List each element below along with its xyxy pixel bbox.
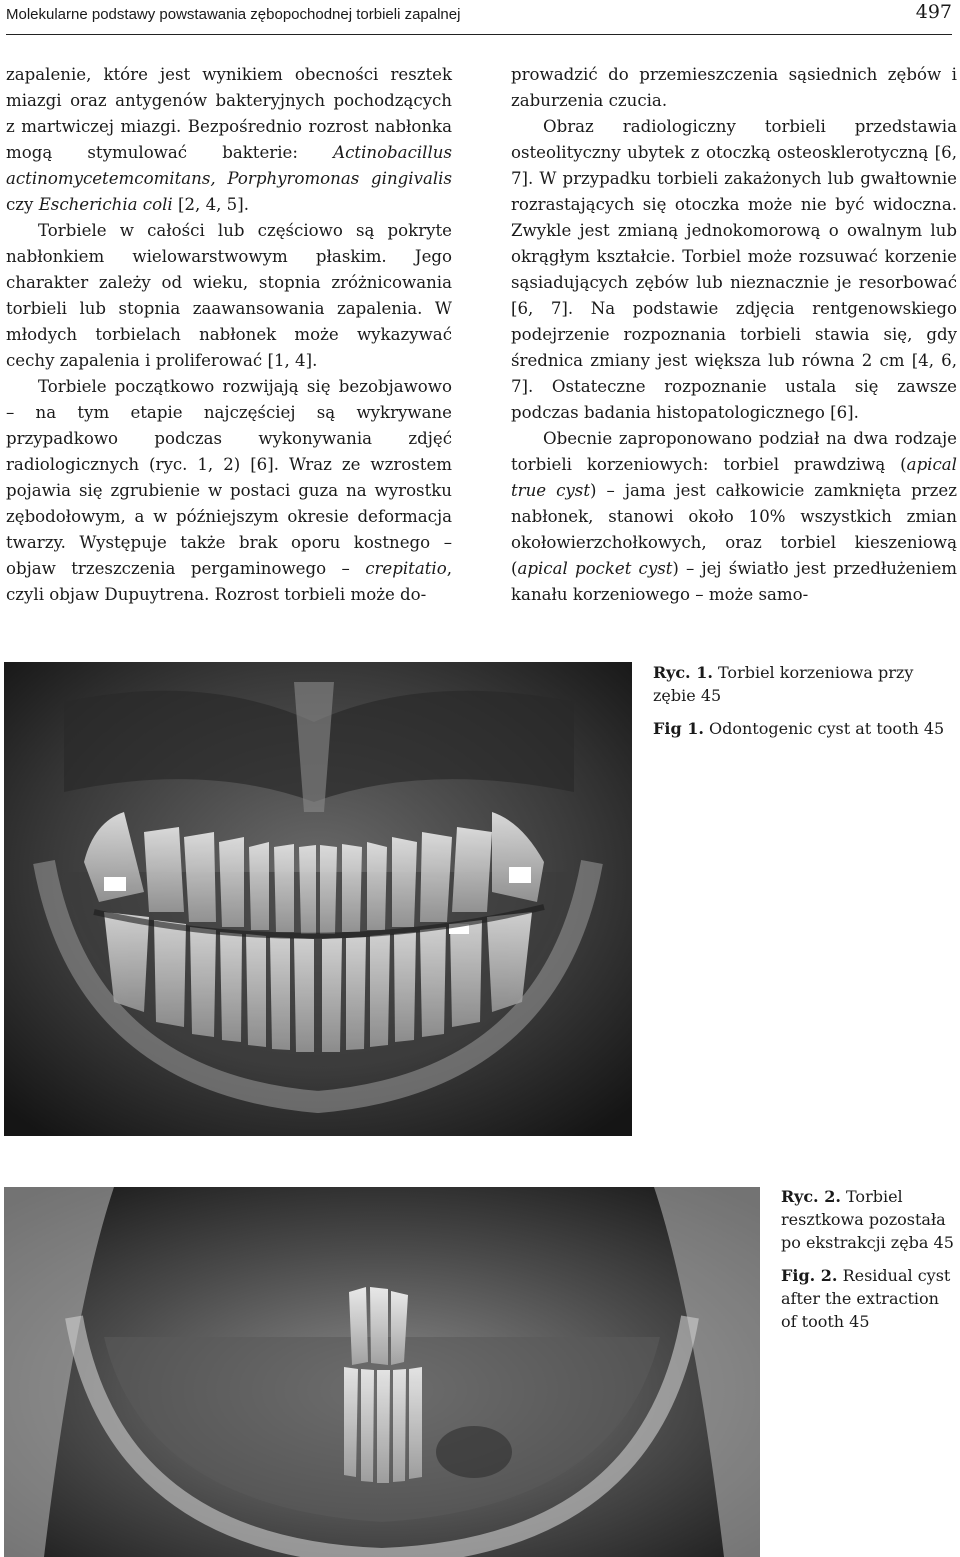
- figure-1-caption-pl: [653, 661, 953, 707]
- figure-2-label-pl: Ryc. 2.: [781, 1187, 841, 1206]
- figure-1-caption-en: [653, 717, 953, 740]
- body-paragraph: [6, 62, 452, 218]
- text-run: Obecnie zaproponowano podział na dwa rodzaje torbieli korzeniowych: torbiel prawdziwą (: [511, 429, 957, 474]
- figure-2-label-en: Fig. 2.: [781, 1266, 838, 1285]
- figure-1-label-pl: Ryc. 1.: [653, 663, 713, 682]
- figure-2-text-en: Residual cyst after the extraction of tooth 45: [781, 1266, 951, 1331]
- text-run: Torbiele w całości lub częściowo są pokryte nabłonkiem wielowarstwowym płaskim. Jego charakter zależy od wieku, stopnia zróżnicowania torbieli lub stopnia zaawansowania zapalenia. W młodych torbielach nabłonek może wykazywać cechy zapalenia i proliferować [1, 4].: [6, 221, 452, 370]
- page-header: [6, 0, 952, 35]
- figure-2-text-pl: Torbiel resztkowa pozostała po ekstrakcji zęba 45: [781, 1187, 954, 1252]
- figure-1-text-en: Odontogenic cyst at tooth 45: [709, 719, 945, 738]
- italic-run: Actinobacillus actinomycetemcomitans, Porphyromonas gingivalis: [6, 143, 452, 188]
- text-run: ) – jej światło jest przedłużeniem kanału korzeniowego – może samo-: [511, 559, 958, 604]
- body-paragraph: [511, 114, 957, 426]
- figure-2-caption-en: [781, 1264, 959, 1333]
- italic-run: apical pocket cyst: [517, 559, 673, 578]
- text-run: [2, 4, 5].: [172, 195, 249, 214]
- body-paragraph: [511, 62, 957, 114]
- text-run: , czyli objaw Dupuytrena. Rozrost torbieli może do-: [6, 559, 452, 604]
- right-column: [511, 62, 957, 608]
- text-run: prowadzić do przemieszczenia sąsiednich zębów i zaburzenia czucia.: [511, 65, 957, 110]
- body-paragraph: [6, 218, 452, 374]
- italic-run: crepitatio: [365, 559, 447, 578]
- figure-1-caption: [653, 661, 953, 750]
- panoramic-xray-image-2: [4, 1187, 760, 1557]
- page-number: 497: [915, 1, 952, 23]
- text-run: Torbiele początkowo rozwijają się bezobjawowo – na tym etapie najczęściej są wykrywane przypadkowo podczas wykonywania zdjęć radiologicznych (ryc. 1, 2) [6]. Wraz ze wzrostem pojawia się zgrubienie w postaci guza na wyrostku zębodołowym, a w późniejszym okresie deformacja twarzy. Występuje także brak oporu kostnego – objaw trzeszczenia pergaminowego –: [6, 377, 452, 578]
- figure-1-radiograph: [4, 662, 632, 1136]
- italic-run: apical true cyst: [511, 455, 957, 500]
- figure-2-radiograph: [4, 1187, 760, 1557]
- text-run: Obraz radiologiczny torbieli przedstawia osteolityczny ubytek z otoczką osteosklerotyczną [6, 7]. W przypadku torbieli zakażonych lub gwałtownie rozrastających się otoczka może nie być widoczna. Zwykle jest zmianą jednokomorową o owalnym lub okrągłym kształcie. Torbiel może rozsuwać korzenie sąsiadujących zębów lub nieznacznie je resorbować [6, 7]. Na podstawie zdjęcia rentgenowskiego podejrzenie rozpoznania torbieli stawia się, gdy średnica zmiany jest większa lub równa 2 cm [4, 6, 7]. Ostateczne rozpoznanie ustala się zawsze podczas badania histopatologicznego [6].: [511, 117, 957, 422]
- panoramic-xray-image-1: [4, 662, 632, 1136]
- left-column: [6, 62, 452, 608]
- running-title: Molekularne podstawy powstawania zębopochodnej torbieli zapalnej: [6, 6, 461, 23]
- figure-2-caption-pl: [781, 1185, 959, 1254]
- italic-run: Escherichia coli: [38, 195, 173, 214]
- figure-1-label-en: Fig 1.: [653, 719, 704, 738]
- body-paragraph: [6, 374, 452, 608]
- figure-2-caption: [781, 1185, 959, 1343]
- text-run: zapalenie, które jest wynikiem obecności resztek miazgi oraz antygenów bakteryjnych pochodzących z martwiczej miazgi. Bezpośrednio rozrost nabłonka mogą stymulować bakterie:: [6, 65, 452, 162]
- text-run: czy: [6, 195, 39, 214]
- text-run: ) – jama jest całkowicie zamknięta przez nabłonek, stanowi około 10% wszystkich zmian okołowierzchołkowych, oraz torbiel kieszeniową (: [511, 481, 957, 578]
- body-paragraph: [511, 426, 957, 608]
- figure-1-text-pl: Torbiel korzeniowa przy zębie 45: [653, 663, 914, 705]
